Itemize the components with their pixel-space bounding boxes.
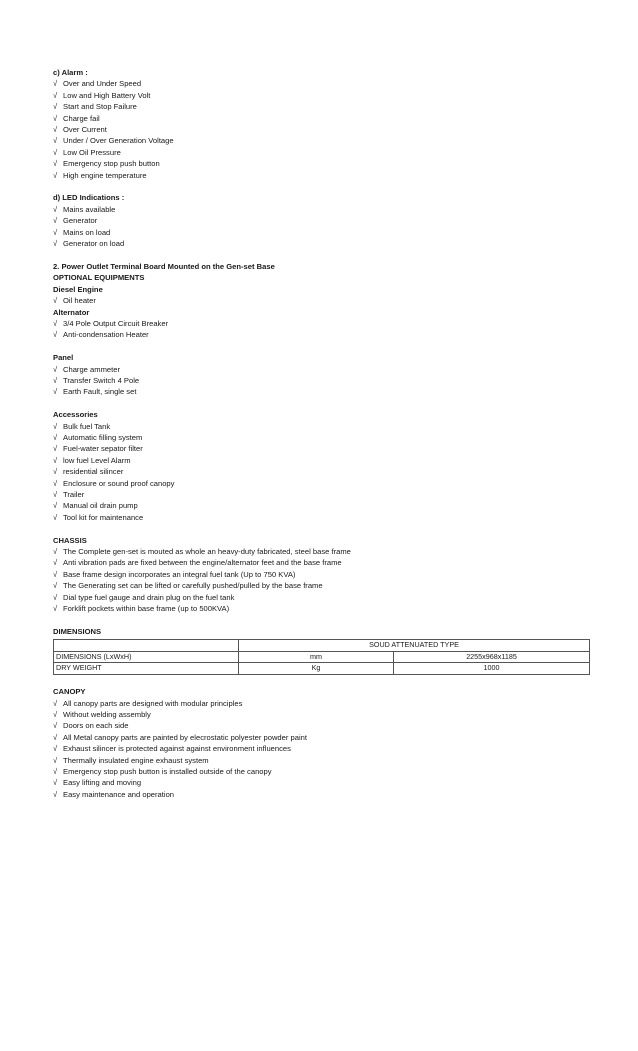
list-item: [53, 135, 593, 146]
list-item-text: Mains on load: [63, 227, 111, 237]
list-item: [53, 364, 593, 375]
list-item-text: Generator: [63, 216, 98, 226]
list-item-text: High engine temperature: [63, 170, 147, 180]
list-item-text: Oil heater: [63, 296, 96, 306]
chassis-list: [53, 546, 593, 614]
list-item: [53, 227, 593, 238]
panel-list: [53, 364, 593, 398]
checkmark-icon: √: [53, 558, 58, 568]
table-cell: DIMENSIONS (LxWxH): [54, 651, 239, 663]
list-item: [53, 90, 593, 101]
list-item: [53, 238, 593, 249]
list-item: [53, 766, 593, 777]
table-cell: mm: [239, 651, 394, 663]
checkmark-icon: √: [53, 239, 58, 249]
list-item-text: Over and Under Speed: [63, 79, 142, 89]
list-item-text: Trailer: [63, 489, 85, 499]
list-item: [53, 386, 593, 397]
list-item: [53, 455, 593, 466]
list-item-text: Earth Fault, single set: [63, 387, 137, 397]
checkmark-icon: √: [53, 136, 58, 146]
checkmark-icon: √: [53, 546, 58, 556]
dimensions-heading: DIMENSIONS: [53, 626, 102, 636]
panel-heading: Panel: [53, 353, 74, 363]
list-item: [53, 743, 593, 754]
list-item-text: Without welding assembly: [63, 709, 151, 719]
checkmark-icon: √: [53, 170, 58, 180]
checkmark-icon: √: [53, 444, 58, 454]
checkmark-icon: √: [53, 375, 58, 385]
spacer: [53, 249, 593, 260]
list-item-text: Charge fail: [63, 113, 100, 123]
list-item-text: Low Oil Pressure: [63, 147, 121, 157]
list-item: [53, 329, 593, 340]
table-cell: 2255x968x1185: [394, 651, 590, 663]
spacer: [53, 398, 593, 409]
list-item: [53, 732, 593, 743]
accessories-list: [53, 421, 593, 524]
checkmark-icon: √: [53, 789, 58, 799]
checkmark-icon: √: [53, 330, 58, 340]
checkmark-icon: √: [53, 204, 58, 214]
list-item: [53, 78, 593, 89]
list-item-text: Anti-condensation Heater: [63, 330, 149, 340]
checkmark-icon: √: [53, 489, 58, 499]
dimensions-table: [53, 639, 590, 675]
checkmark-icon: √: [53, 318, 58, 328]
alarm-heading: c) Alarm :: [53, 68, 88, 77]
optional-heading: OPTIONAL EQUIPMENTS: [53, 273, 145, 283]
checkmark-icon: √: [53, 421, 58, 431]
spacer: [53, 614, 593, 625]
list-item-text: Enclosure or sound proof canopy: [63, 478, 175, 488]
spacer: [53, 341, 593, 352]
led-list: [53, 204, 593, 250]
list-item-text: Generator on load: [63, 239, 125, 249]
list-item: [53, 592, 593, 603]
list-item: [53, 698, 593, 709]
table-row: [54, 651, 590, 663]
list-item-text: The Complete gen-set is mouted as whole an heavy-duty fabricated, steel base frame: [63, 546, 351, 556]
list-item: [53, 375, 593, 386]
list-item-text: The Generating set can be lifted or carefully pushed/pulled by the base frame: [63, 581, 323, 591]
alternator-list: [53, 318, 593, 341]
table-row: [54, 640, 590, 652]
checkmark-icon: √: [53, 79, 58, 89]
list-item: [53, 546, 593, 557]
list-item-text: Base frame design incorporates an integral fuel tank (Up to 750 KVA): [63, 569, 296, 579]
checkmark-icon: √: [53, 467, 58, 477]
checkmark-icon: √: [53, 387, 58, 397]
table-cell: 1000: [394, 663, 590, 675]
list-item: [53, 603, 593, 614]
list-item-text: Start and Stop Failure: [63, 102, 137, 112]
checkmark-icon: √: [53, 216, 58, 226]
checkmark-icon: √: [53, 113, 58, 123]
table-cell: DRY WEIGHT: [54, 663, 239, 675]
list-item: [53, 512, 593, 523]
table-header-cell: SOUD ATTENUATED TYPE: [239, 640, 590, 652]
checkmark-icon: √: [53, 102, 58, 112]
list-item-text: Tool kit for maintenance: [63, 512, 144, 522]
list-item: [53, 170, 593, 181]
led-heading: d) LED Indications :: [53, 193, 125, 203]
list-item: [53, 489, 593, 500]
list-item-text: Bulk fuel Tank: [63, 421, 111, 431]
checkmark-icon: √: [53, 455, 58, 465]
list-item-text: Fuel-water sepator filter: [63, 444, 143, 454]
spacer: [53, 675, 593, 686]
list-item: [53, 421, 593, 432]
list-item: [53, 101, 593, 112]
checkmark-icon: √: [53, 732, 58, 742]
list-item: [53, 709, 593, 720]
list-item: [53, 147, 593, 158]
outlet-heading: 2. Power Outlet Terminal Board Mounted on the Gen-set Base: [53, 261, 275, 271]
canopy-list: [53, 698, 593, 801]
list-item-text: Mains available: [63, 204, 116, 214]
list-item: [53, 580, 593, 591]
list-item-text: Emergency stop push button: [63, 159, 160, 169]
checkmark-icon: √: [53, 698, 58, 708]
checkmark-icon: √: [53, 296, 58, 306]
checkmark-icon: √: [53, 569, 58, 579]
checkmark-icon: √: [53, 592, 58, 602]
checkmark-icon: √: [53, 227, 58, 237]
table-cell: Kg: [239, 663, 394, 675]
list-item-text: Transfer Switch 4 Pole: [63, 375, 140, 385]
list-item-text: All Metal canopy parts are painted by elecrostatic polyester powder paint: [63, 732, 307, 742]
list-item: [53, 478, 593, 489]
list-item-text: Low and High Battery Volt: [63, 90, 151, 100]
checkmark-icon: √: [53, 159, 58, 169]
list-item-text: Automatic filling system: [63, 432, 143, 442]
checkmark-icon: √: [53, 125, 58, 135]
list-item-text: Dial type fuel gauge and drain plug on the fuel tank: [63, 592, 235, 602]
list-item-text: Manual oil drain pump: [63, 501, 138, 511]
checkmark-icon: √: [53, 501, 58, 511]
canopy-heading: CANOPY: [53, 687, 86, 697]
list-item: [53, 158, 593, 169]
list-item-text: Forklift pockets within base frame (up to 500KVA): [63, 604, 230, 614]
diesel-list: [53, 295, 593, 306]
list-item: [53, 569, 593, 580]
chassis-heading: CHASSIS: [53, 535, 87, 545]
list-item: [53, 432, 593, 443]
alarm-list: [53, 78, 593, 181]
checkmark-icon: √: [53, 432, 58, 442]
checkmark-icon: √: [53, 512, 58, 522]
checkmark-icon: √: [53, 709, 58, 719]
table-cell: [54, 640, 239, 652]
list-item-text: Easy lifting and moving: [63, 778, 142, 788]
list-item: [53, 204, 593, 215]
checkmark-icon: √: [53, 744, 58, 754]
checkmark-icon: √: [53, 778, 58, 788]
list-item-text: Emergency stop push button is installed outside of the canopy: [63, 766, 272, 776]
checkmark-icon: √: [53, 721, 58, 731]
checkmark-icon: √: [53, 147, 58, 157]
list-item: [53, 557, 593, 568]
checkmark-icon: √: [53, 755, 58, 765]
spacer: [53, 181, 593, 192]
list-item: [53, 295, 593, 306]
document-page: [53, 67, 593, 800]
table-row: [54, 663, 590, 675]
spacer: [53, 523, 593, 534]
list-item-text: All canopy parts are designed with modular principles: [63, 698, 243, 708]
list-item: [53, 777, 593, 788]
checkmark-icon: √: [53, 604, 58, 614]
list-item: [53, 500, 593, 511]
checkmark-icon: √: [53, 478, 58, 488]
list-item-text: Doors on each side: [63, 721, 129, 731]
list-item: [53, 755, 593, 766]
list-item: [53, 443, 593, 454]
checkmark-icon: √: [53, 364, 58, 374]
list-item-text: Anti vibration pads are fixed between the engine/alternator feet and the base frame: [63, 558, 342, 568]
list-item-text: residential silincer: [63, 467, 124, 477]
list-item: [53, 215, 593, 226]
list-item-text: Easy maintenance and operation: [63, 789, 175, 799]
list-item: [53, 113, 593, 124]
alternator-heading: Alternator: [53, 307, 90, 317]
list-item: [53, 318, 593, 329]
list-item: [53, 466, 593, 477]
list-item-text: Over Current: [63, 125, 107, 135]
checkmark-icon: √: [53, 581, 58, 591]
list-item-text: Under / Over Generation Voltage: [63, 136, 174, 146]
diesel-heading: Diesel Engine: [53, 284, 103, 294]
checkmark-icon: √: [53, 766, 58, 776]
accessories-heading: Accessories: [53, 410, 98, 420]
list-item-text: Charge ammeter: [63, 364, 120, 374]
list-item: [53, 720, 593, 731]
list-item-text: Thermally insulated engine exhaust system: [63, 755, 209, 765]
list-item-text: 3/4 Pole Output Circuit Breaker: [63, 318, 169, 328]
list-item-text: Exhaust silincer is protected against against environment influences: [63, 744, 291, 754]
list-item: [53, 124, 593, 135]
checkmark-icon: √: [53, 90, 58, 100]
list-item-text: low fuel Level Alarm: [63, 455, 131, 465]
list-item: [53, 789, 593, 800]
